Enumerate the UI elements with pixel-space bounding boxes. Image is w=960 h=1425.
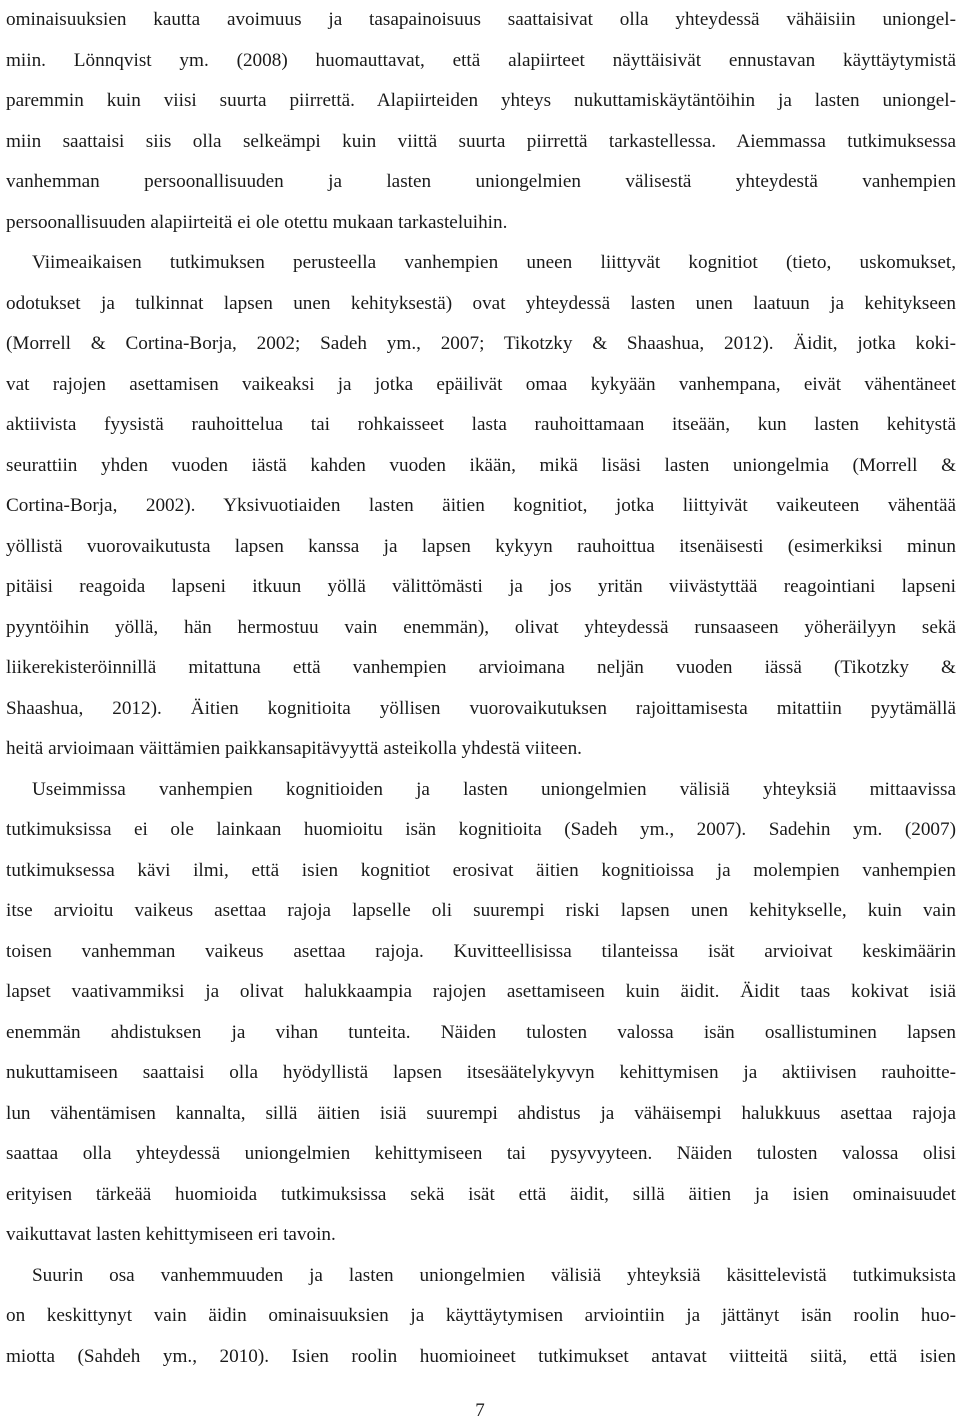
paragraph (6, 1256, 956, 1378)
text-line: heitä arvioimaan väittämien paikkansapitävyyttä asteikolla yhdestä viiteen. (6, 738, 582, 759)
text-line: toisen vanhemman vaikeus asettaa rajoja. Kuvitteellisissa tilanteissa isät arvioivat keskimäärin (6, 940, 956, 962)
text-line: miin. Lönnqvist ym. (2008) huomauttavat, että alapiirteet näyttäisivät ennustavan käyttäytymistä (6, 49, 956, 71)
text-line: vaikuttavat lasten kehittymiseen eri tavoin. (6, 1224, 336, 1245)
text-line: Viimeaikaisen tutkimuksen perusteella vanhempien uneen liittyvät kognitiot (tieto, uskomukset, (32, 252, 956, 273)
paragraph (6, 770, 956, 1256)
text-line: aktiivista fyysistä rauhoittelua tai rohkaisseet lasta rauhoittamaan itseään, kun lasten kehitystä (6, 414, 956, 435)
text-line: yöllistä vuorovaikutusta lapsen kanssa ja lapsen kykyyn rauhoittua itsenäisesti (esimerkiksi minun (6, 535, 956, 557)
text-line: nukuttamiseen saattaisi olla hyödyllistä lapsen itsesäätelykyvyn kehittymisen ja aktiivisen rauhoitte- (6, 1062, 956, 1083)
text-line: itse arvioitu vaikeus asettaa rajoja lapselle oli suurempi riski lapsen unen kehitykselle, kuin vain (6, 900, 956, 921)
text-line: on keskittynyt vain äidin ominaisuuksien ja käyttäytymisen arviointiin ja jättänyt isän roolin huo- (6, 1305, 956, 1326)
text-line: ominaisuuksien kautta avoimuus ja tasapainoisuus saattaisivat olla yhteydessä vähäisiin uniongel- (6, 9, 956, 30)
text-line: liikerekisteröinnillä mitattuna että vanhempien arvioimana neljän vuoden iässä (Tikotzky & (6, 657, 956, 678)
text-line: enemmän ahdistuksen ja vihan tunteita. Näiden tulosten valossa isän osallistuminen lapsen (6, 1021, 956, 1043)
text-line: miotta (Sahdeh ym., 2010). Isien roolin huomioineet tutkimukset antavat viitteitä siitä, että isien (6, 1345, 956, 1367)
text-line: tutkimuksessa kävi ilmi, että isien kognitiot erosivat äitien kognitioissa ja molempien vanhempien (6, 859, 956, 881)
text-line: pitäisi reagoida lapseni itkuun yöllä välittömästi ja jos yritän viivästyttää reagointiani lapseni (6, 576, 956, 597)
page-number: 7 (475, 1400, 485, 1421)
text-line: pyyntöihin yöllä, hän hermostuu vain enemmän), olivat yhteydessä runsaaseen yöheräilyyn sekä (6, 616, 956, 638)
text-line: paremmin kuin viisi suurta piirrettä. Alapiirteiden yhteys nukuttamiskäytäntöihin ja lasten uniongel- (6, 90, 956, 111)
text-line: (Morrell & Cortina-Borja, 2002; Sadeh ym., 2007; Tikotzky & Shaashua, 2012). Äidit, jotka koki- (6, 333, 956, 354)
text-line: miin saattaisi siis olla selkeämpi kuin viittä suurta piirrettä tarkastellessa. Aiemmassa tutkimuksessa (6, 130, 956, 152)
text-line: vat rajojen asettamisen vaikeaksi ja jotka epäilivät omaa kykyään vanhempana, eivät vähentäneet (6, 373, 956, 395)
paragraph (6, 0, 956, 243)
text-line: Useimmissa vanhempien kognitioiden ja lasten uniongelmien välisiä yhteyksiä mittaavissa (32, 778, 956, 800)
text-line: Suurin osa vanhemmuuden ja lasten uniongelmien välisiä yhteyksiä käsittelevistä tutkimuksista (32, 1264, 956, 1286)
text-line: Shaashua, 2012). Äitien kognitioita yöllisen vuorovaikutuksen rajoittamisesta mitattiin pyytämällä (6, 697, 956, 719)
text-line: lapset vaativammiksi ja olivat halukkaampia rajojen asettamiseen kuin äidit. Äidit taas kokivat isiä (6, 981, 956, 1002)
text-line: lun vähentämisen kannalta, sillä äitien isiä suurempi ahdistus ja vähäisempi halukkuus asettaa rajoja (6, 1102, 956, 1124)
text-line: Cortina-Borja, 2002). Yksivuotiaiden lasten äitien kognitiot, jotka liittyivät vaikeuteen vähentää (6, 495, 956, 516)
text-line: erityisen tärkeää huomioida tutkimuksissa sekä isät että äidit, sillä äitien ja isien ominaisuudet (6, 1183, 956, 1205)
body-text (6, 0, 956, 1377)
paragraph (6, 243, 956, 770)
text-line: saattaa olla yhteydessä uniongelmien kehittymiseen tai pysyvyyteen. Näiden tulosten valossa olisi (6, 1143, 956, 1164)
document-page (6, 0, 956, 1377)
text-line: odotukset ja tulkinnat lapsen unen kehityksestä) ovat yhteydessä lasten unen laatuun ja kehitykseen (6, 292, 956, 314)
text-line: persoonallisuuden alapiirteitä ei ole otettu mukaan tarkasteluihin. (6, 211, 508, 233)
text-line: vanhemman persoonallisuuden ja lasten uniongelmien välisestä yhteydestä vanhempien (6, 171, 956, 192)
text-line: tutkimuksissa ei ole lainkaan huomioitu isän kognitioita (Sadeh ym., 2007). Sadehin ym. (2007) (6, 819, 956, 840)
text-line: seurattiin yhden vuoden iästä kahden vuoden ikään, mikä lisäsi lasten uniongelmia (Morrell & (6, 454, 956, 476)
